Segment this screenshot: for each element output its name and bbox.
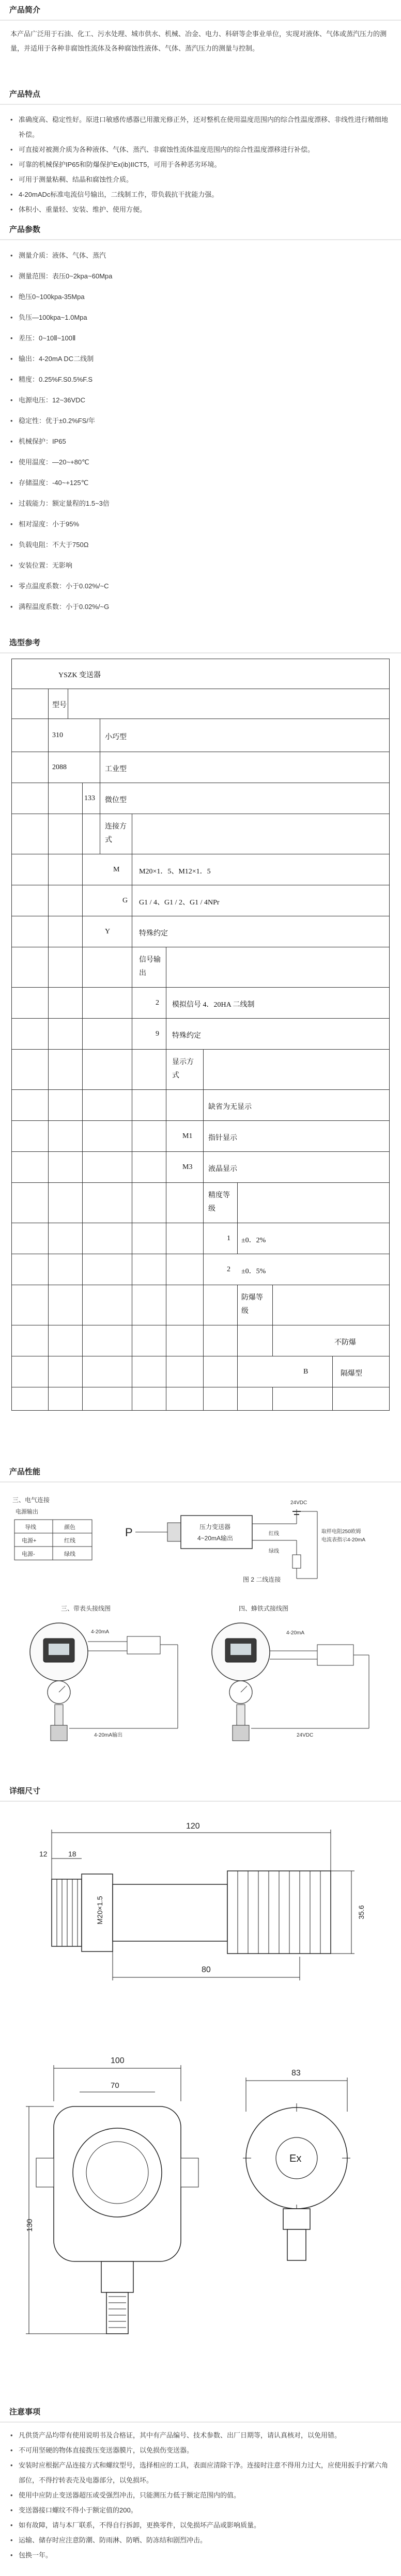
side-view-drawing	[21, 1817, 382, 2024]
intro-text: 本产品广泛用于石油、化工、污水处理、城市供水、机械、冶金、电力、科研等企事业单位，实现对液体、气体或蒸汽压力的测量，并适用于各种非腐蚀性流体及各种腐蚀性液体、气体、蒸汽压力的测量与控制。	[10, 30, 387, 52]
table-cell: 防爆等级	[241, 1294, 263, 1315]
table-cell: G1 / 4、G1 / 2、G1 / 4NPr	[139, 899, 220, 907]
dim-83: 83	[291, 2069, 301, 2078]
right-bottom-label: 24VDC	[297, 1732, 314, 1738]
param-item: • 输出：4-20mA DC二线制	[10, 349, 391, 369]
table-cell: 特殊约定	[172, 1032, 201, 1040]
intro-title: 产品简介	[0, 0, 401, 21]
transmitter-output: 4~20mA输出	[197, 1535, 234, 1542]
table-cell: 信号输出	[139, 956, 161, 977]
dim-35-6: 35.6	[357, 1905, 365, 1919]
meter-note: 取样电阻250欧姆	[321, 1529, 361, 1535]
table-row	[12, 752, 389, 783]
red-wire: 红线	[269, 1531, 279, 1537]
param-item: • 差压：0~10Ⅱ~100Ⅱ	[10, 328, 391, 349]
pressure-mark: P	[125, 1526, 133, 1539]
feature-item: • 准确度高、稳定性好。原进口敏感传感器已用激光修正外，还对整机在使用温度范围内的综合性温度漂移、非线性进行精细地补偿。	[10, 112, 391, 142]
table-row	[12, 916, 389, 947]
wiring-panels	[7, 1601, 394, 1772]
table-cell: 显示方式	[172, 1058, 194, 1080]
params-title: 产品参数	[0, 220, 401, 240]
param-item: • 使用温度：—20~+80℃	[10, 452, 391, 473]
left-panel	[30, 1623, 178, 1741]
left-ma-label: 4-20mA	[91, 1629, 110, 1635]
note-item: • 运输、储存时应注意防潮、防雨淋、防晒、防冻结和剧烈冲击。	[10, 2533, 391, 2548]
notes-title: 注意事项	[0, 2402, 401, 2423]
notes-list	[10, 2428, 391, 2563]
table-row	[12, 1050, 389, 1090]
performance-section	[0, 1462, 401, 1782]
table-cell: 指针显示	[208, 1134, 237, 1142]
table-row	[12, 1152, 389, 1183]
right-ma-label: 4-20mA	[286, 1630, 305, 1636]
table-row	[12, 1223, 389, 1254]
table-row	[12, 719, 389, 752]
table-cell: 型号	[52, 701, 67, 709]
performance-title: 产品性能	[0, 1462, 401, 1482]
table-cell: ±0．5%	[241, 1268, 266, 1275]
params-section	[0, 220, 401, 633]
table-cell: 2	[227, 1266, 230, 1273]
table-cell: YSZK 变送器	[58, 672, 101, 679]
param-item: • 机械保护：IP65	[10, 431, 391, 452]
right-panel-title: 四、蜂铁式接线图	[239, 1605, 289, 1612]
table-row	[12, 783, 389, 814]
table-cell: 小巧型	[105, 733, 127, 741]
table-cell: 特殊约定	[139, 930, 168, 938]
right-panel	[212, 1623, 369, 1741]
left-bottom-label: 4-20mA输出	[94, 1732, 123, 1738]
param-item: • 满程温度系数：小于0.02%/~G	[10, 597, 391, 617]
dimensions-section	[0, 1781, 401, 2385]
table-row	[12, 1285, 389, 1325]
features-title: 产品特点	[0, 84, 401, 105]
selection-table	[11, 659, 390, 1411]
table-cell: 133	[84, 794, 95, 802]
table-cell: 工业型	[105, 766, 127, 773]
features-list	[10, 112, 391, 217]
dim-12: 12	[39, 1850, 48, 1858]
param-item: • 稳定性：优于±0.2%FS/年	[10, 411, 391, 431]
table-cell: M	[113, 866, 120, 873]
table-cell: M3	[182, 1163, 193, 1171]
wiring-diagram	[7, 1491, 394, 1594]
param-item: • 存储温度：-40~+125℃	[10, 473, 391, 493]
table-row	[12, 854, 389, 885]
table-cell: Y	[105, 928, 111, 935]
table-cell: 缺省为无显示	[208, 1103, 252, 1111]
ex-mark: Ex	[289, 2153, 302, 2164]
table-row	[12, 689, 389, 719]
param-item: • 测量介质：液体、气体、蒸汽	[10, 245, 391, 266]
left-panel-title: 三、带表头接线图	[61, 1605, 111, 1612]
wiring-r2b: 绿线	[64, 1551, 75, 1557]
table-cell: 连接方式	[105, 823, 127, 844]
table-row	[12, 988, 389, 1019]
table-cell: 隔爆型	[341, 1370, 362, 1378]
table-cell: M20×1．5、M12×1．5	[139, 868, 211, 876]
param-item: • 负压—100kpa~1.0Mpa	[10, 307, 391, 328]
feature-item: • 4-20mADc标准电流信号输出，二线制工作，带负载抗干扰能力强。	[10, 187, 391, 202]
table-cell: 微位型	[105, 797, 127, 804]
param-item: • 测量范围：表压0~2kpa~60Mpa	[10, 266, 391, 287]
params-list	[10, 245, 391, 617]
feature-item: • 可靠的机械保护IP65和防爆保护Ex(ib)IICT5，可用于各种恶劣环境。	[10, 157, 391, 172]
selection-section	[0, 633, 401, 1397]
intro-section	[0, 0, 401, 85]
transmitter-label: 压力变送器	[199, 1523, 231, 1531]
table-cell: 液晶显示	[208, 1165, 237, 1173]
wiring-r1a: 电源+	[22, 1538, 37, 1544]
param-item: • 绝压0~100kpa-35Mpa	[10, 287, 391, 307]
feature-item: • 可直接对被测介质为各种液体、气体、蒸汽、非腐蚀性流体温度范围内的综合性温度漂移进行补偿。	[10, 142, 391, 157]
table-row	[12, 659, 389, 689]
feature-item: • 体积小、重量轻、安装、维护、使用方便。	[10, 202, 391, 217]
param-item: • 安装位置：无影响	[10, 555, 391, 576]
note-item: • 不可用坚硬的物体直接拨压变送器膜片，以免损伤变送器。	[10, 2443, 391, 2458]
table-cell: 2088	[52, 763, 67, 771]
wiring-heading: 三、电气连接	[12, 1496, 50, 1504]
param-item: • 零点温度系数：小于0.02%/~C	[10, 576, 391, 597]
table-row	[12, 947, 389, 988]
param-item: • 电源电压：12~36VDC	[10, 390, 391, 411]
note-item: • 如有故障，请与本厂联系，不得自行拆卸，更换零件，以免损坏产品或影响质量。	[10, 2518, 391, 2533]
table-row	[12, 1090, 389, 1121]
table-cell: 310	[52, 731, 63, 739]
table-cell: 1	[227, 1235, 230, 1242]
note-item: • 安装时应根据产品连接方式和螺纹型号，选择相应的工具，表面应清除干净。连接时注意不得用力过大，应使用扳手拧紧六角部位，不得拧转表壳及电器部分，以免损坏。	[10, 2458, 391, 2488]
param-item: • 过载能力：额定量程的1.5~3倍	[10, 493, 391, 514]
dim-thread: M20×1.5	[96, 1896, 104, 1925]
dim-18: 18	[68, 1850, 76, 1858]
selection-title: 选型参考	[0, 633, 401, 653]
dim-80: 80	[202, 1965, 211, 1974]
green-wire: 绿线	[269, 1549, 279, 1554]
table-cell: ±0．2%	[241, 1237, 266, 1244]
table-row	[12, 814, 389, 854]
table-row	[12, 1356, 389, 1387]
param-item: • 负载电阻：不大于750Ω	[10, 535, 391, 555]
features-section	[0, 84, 401, 220]
table-row	[12, 1183, 389, 1223]
wiring-r1b: 红线	[64, 1538, 75, 1544]
note-item: • 凡供货产品均带有使用说明书及合格证，其中有产品编号、技术参数、出厂日期等，请认真核对，以免用错。	[10, 2428, 391, 2443]
table-cell: 精度等级	[208, 1192, 230, 1213]
table-row	[12, 1325, 389, 1356]
notes-section	[0, 2402, 401, 2572]
wiring-caption: 图 2 二线连接	[243, 1576, 281, 1583]
param-item: • 相对湿度：小于95%	[10, 514, 391, 535]
wiring-r2a: 电源-	[22, 1551, 35, 1557]
param-item: • 精度：0.25%F.S0.5%F.S	[10, 369, 391, 390]
dim-130: 130	[25, 2219, 34, 2232]
wiring-col2: 颜色	[64, 1524, 75, 1531]
table-cell: G	[122, 897, 128, 904]
note-item: • 包换一年。	[10, 2548, 391, 2563]
dimensions-title: 详细尺寸	[0, 1781, 401, 1802]
meter-note-2: 电流表指示4-20mA	[321, 1537, 366, 1543]
table-row	[12, 1121, 389, 1152]
table-row	[12, 1254, 389, 1285]
table-cell: 2	[156, 999, 159, 1007]
table-cell: 模拟信号 4．20HA 二线制	[172, 1001, 255, 1009]
table-row	[12, 885, 389, 916]
supply-label: 24VDC	[290, 1500, 307, 1506]
dim-120: 120	[186, 1822, 200, 1831]
front-view-drawing	[21, 2050, 382, 2370]
dim-70: 70	[111, 2081, 119, 2090]
wiring-col1: 导线	[25, 1524, 36, 1531]
dim-100: 100	[111, 2056, 125, 2065]
note-item: • 使用中应防止变送器超压或受强烈冲击，只能测压力低于额定范围内的值。	[10, 2488, 391, 2503]
table-cell: 不防爆	[334, 1339, 356, 1347]
note-item: • 变送器接口螺纹不得小于额定值的200。	[10, 2503, 391, 2518]
table-cell: B	[303, 1368, 309, 1376]
table-cell: 9	[156, 1030, 159, 1038]
feature-item: • 可用于测量粘稠、结晶和腐蚀性介质。	[10, 172, 391, 187]
table-cell: M1	[182, 1132, 193, 1140]
table-row	[12, 1019, 389, 1050]
table-row	[12, 1387, 389, 1410]
wiring-sub: 电源输出	[16, 1509, 38, 1515]
